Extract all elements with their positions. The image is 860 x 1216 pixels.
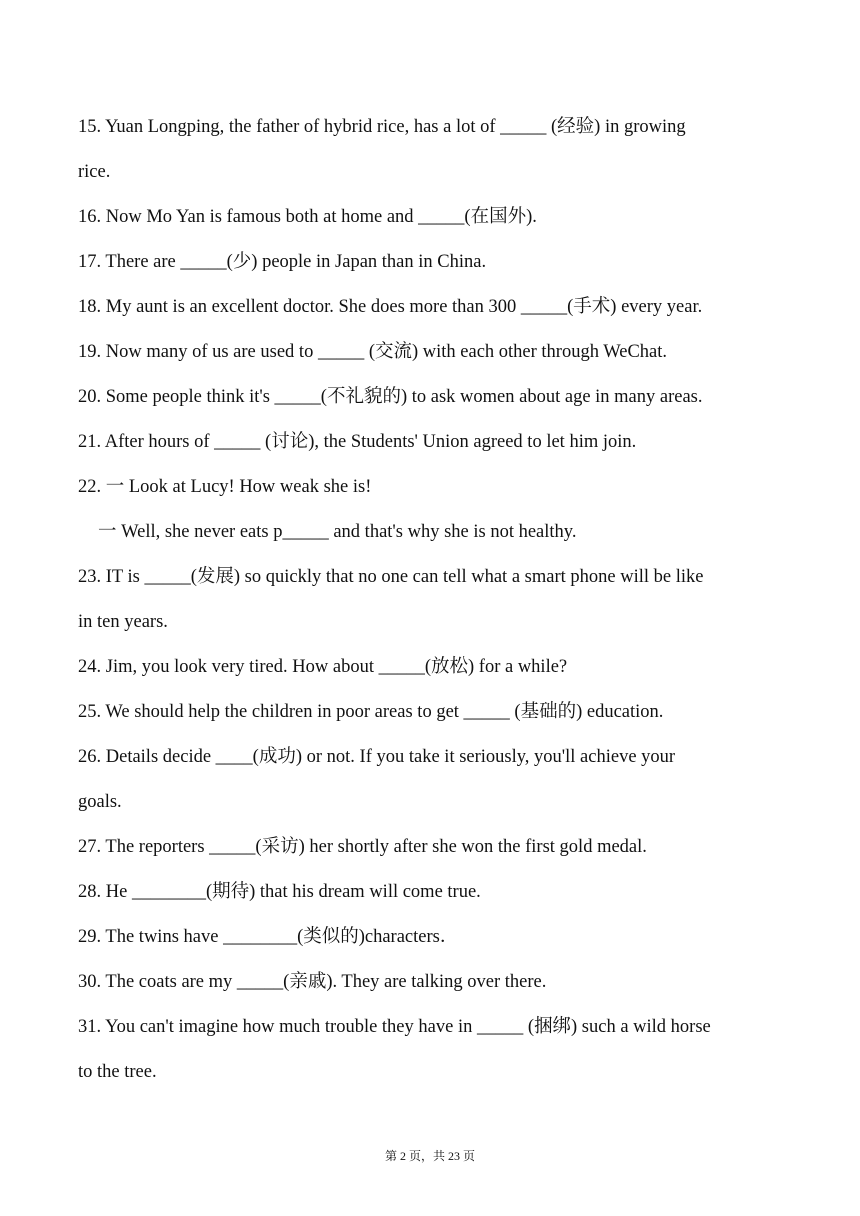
question-16: 16. Now Mo Yan is famous both at home and _____(在国外). bbox=[78, 207, 537, 227]
question-22-line-1: 22. 一 Look at Lucy! How weak she is! bbox=[78, 477, 372, 497]
question-29: 29. The twins have ________(类似的)characters． bbox=[78, 927, 459, 947]
question-26-line-2: goals. bbox=[78, 792, 122, 812]
question-20: 20. Some people think it's _____(不礼貌的) to ask women about age in many areas. bbox=[78, 387, 703, 407]
question-24: 24. Jim, you look very tired. How about _____(放松) for a while? bbox=[78, 657, 568, 677]
question-23-line-1: 23. IT is _____(发展) so quickly that no one can tell what a smart phone will be like bbox=[78, 567, 704, 587]
question-28: 28. He ________(期待) that his dream will come true. bbox=[78, 882, 481, 902]
question-25: 25. We should help the children in poor areas to get _____ (基础的) education. bbox=[78, 702, 664, 722]
question-31-line-2: to the tree. bbox=[78, 1062, 157, 1082]
question-21: 21. After hours of _____ (讨论), the Students' Union agreed to let him join. bbox=[78, 432, 637, 452]
question-15-line-2: rice. bbox=[78, 162, 111, 182]
question-26-line-1: 26. Details decide ____(成功) or not. If you take it seriously, you'll achieve your bbox=[78, 747, 676, 767]
question-15-line-1: 15. Yuan Longping, the father of hybrid rice, has a lot of _____ (经验) in growing bbox=[78, 117, 686, 137]
question-23-line-2: in ten years. bbox=[78, 612, 168, 632]
exercise-list bbox=[78, 105, 778, 1095]
question-30: 30. The coats are my _____(亲戚). They are talking over there. bbox=[78, 972, 547, 992]
question-17: 17. There are _____(少) people in Japan than in China. bbox=[78, 252, 487, 272]
question-19: 19. Now many of us are used to _____ (交流) with each other through WeChat. bbox=[78, 342, 668, 362]
page-footer: 第 2 页，共 23 页 bbox=[384, 1149, 475, 1163]
question-31-line-1: 31. You can't imagine how much trouble they have in _____ (捆绑) such a wild horse bbox=[78, 1017, 711, 1037]
question-18: 18. My aunt is an excellent doctor. She does more than 300 _____(手术) every year. bbox=[78, 297, 703, 317]
question-22-line-2: 一 Well, she never eats p_____ and that's why she is not healthy. bbox=[98, 522, 577, 542]
question-27: 27. The reporters _____(采访) her shortly after she won the first gold medal. bbox=[78, 837, 647, 857]
